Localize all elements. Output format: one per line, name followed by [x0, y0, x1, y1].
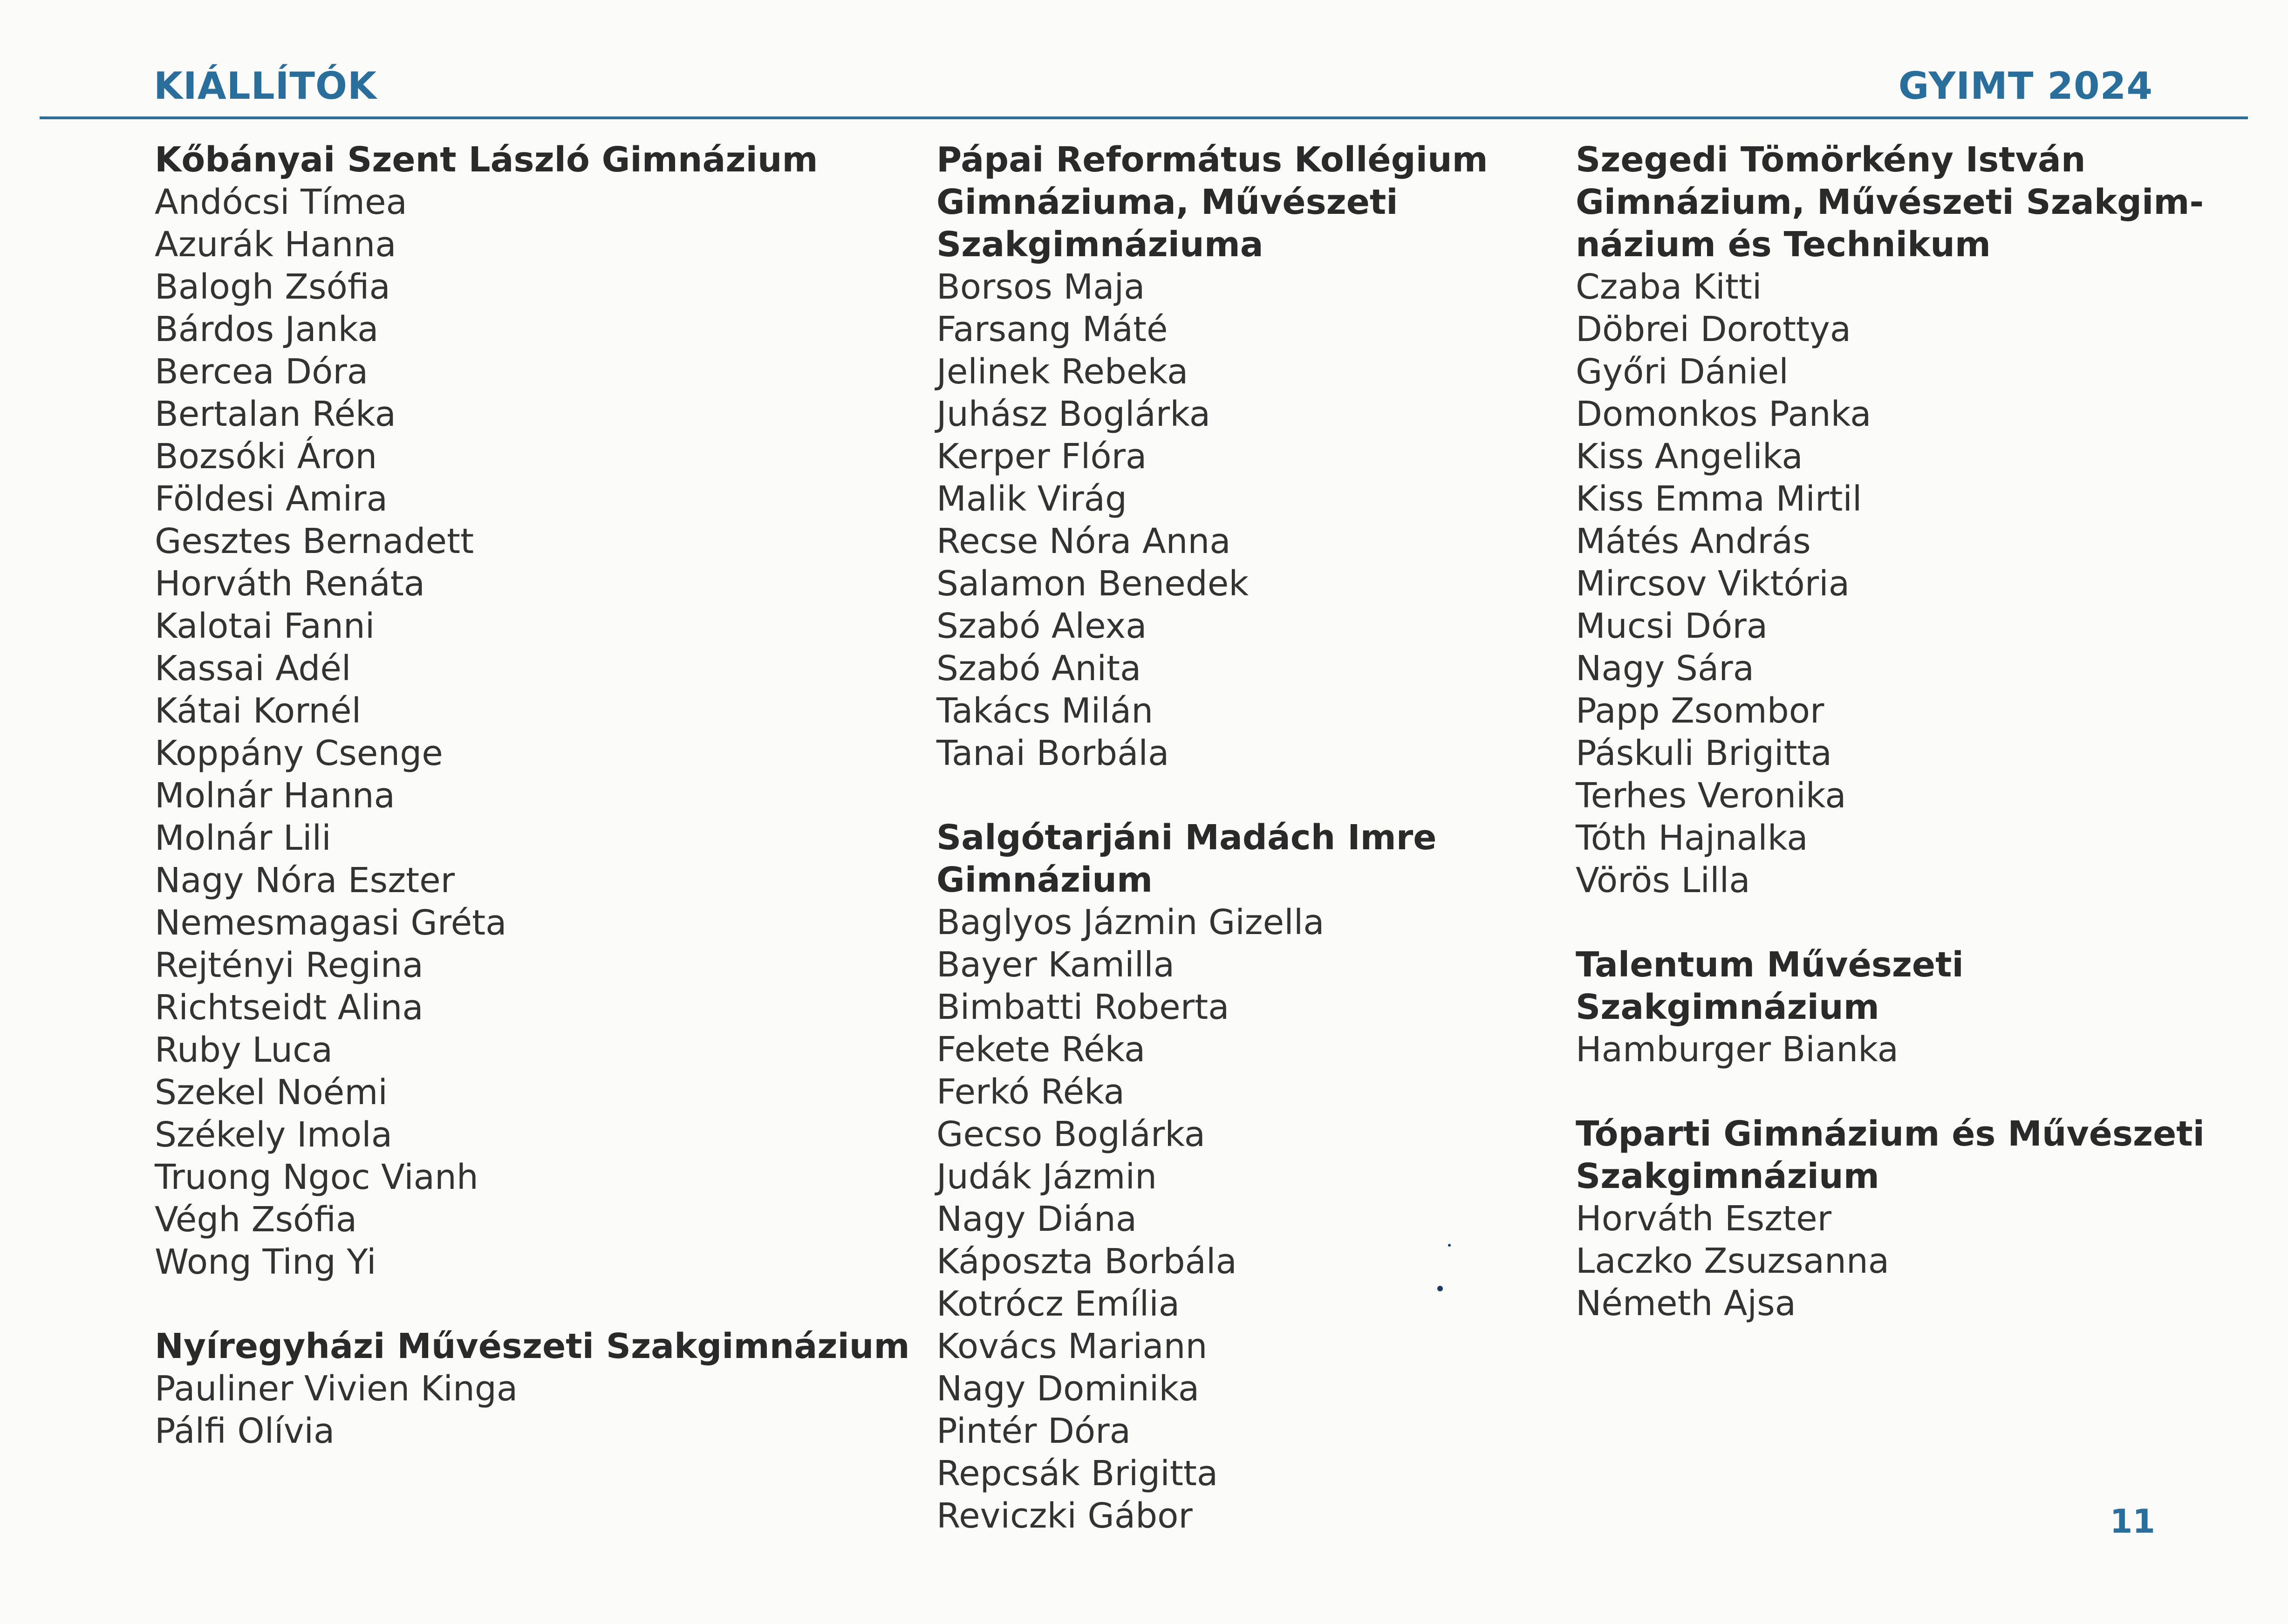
student-name: Kalotai Fanni — [155, 606, 375, 646]
student-name: Juhász Boglárka — [936, 394, 1211, 434]
school-block — [155, 1325, 910, 1453]
student-name: Tanai Borbála — [936, 733, 1169, 773]
student-name: Gecso Boglárka — [936, 1114, 1206, 1154]
student-name: Czaba Kitti — [1576, 267, 1762, 307]
student-name: Laczko Zsuzsanna — [1576, 1241, 1890, 1281]
section-title: KIÁLLÍTÓK — [154, 64, 377, 108]
student-name: Nagy Dominika — [936, 1369, 1200, 1409]
school-name-line: Szakgimnázium — [1576, 987, 1879, 1027]
student-name: Judák Jázmin — [936, 1157, 1157, 1197]
school-name-line: Szakgimnázium — [1576, 1156, 1879, 1196]
student-name: Kiss Angelika — [1576, 437, 1803, 477]
school-block — [936, 139, 1589, 775]
school-name-line: Szakgimnáziuma — [936, 225, 1264, 265]
student-name: Székely Imola — [155, 1115, 393, 1155]
school-block — [936, 817, 1589, 1537]
student-list — [1576, 1029, 2228, 1071]
school-name-line: Nyíregyházi Művészeti Szakgimnázium — [155, 1326, 910, 1366]
student-name: Vörös Lilla — [1576, 860, 1750, 901]
school-name-line: Pápai Református Kollégium — [936, 140, 1488, 180]
school-block — [1576, 1113, 2228, 1325]
student-name: Kassai Adél — [155, 648, 351, 689]
student-name: Malik Virág — [936, 479, 1127, 519]
school-name-line: Salgótarjáni Madách Imre — [936, 818, 1437, 858]
student-list — [1576, 1198, 2228, 1325]
student-name: Páskuli Brigitta — [1576, 733, 1832, 773]
student-name: Rejtényi Regina — [155, 945, 423, 985]
student-name: Bayer Kamilla — [936, 945, 1175, 985]
student-name: Ruby Luca — [155, 1030, 333, 1070]
student-name: Nagy Diána — [936, 1199, 1137, 1239]
student-name: Földesi Amira — [155, 479, 388, 519]
student-name: Repcsák Brigitta — [936, 1453, 1218, 1494]
page-number: 11 — [2110, 1502, 2155, 1541]
student-name: Farsang Máté — [936, 309, 1168, 349]
school-block — [1576, 139, 2228, 902]
student-name: Terhes Veronika — [1576, 776, 1846, 816]
student-list — [936, 901, 1589, 1537]
scan-speck — [1437, 1286, 1443, 1291]
student-name: Recse Nóra Anna — [936, 521, 1231, 561]
student-name: Győri Dániel — [1576, 352, 1789, 392]
student-name: Nagy Sára — [1576, 648, 1755, 689]
student-name: Borsos Maja — [936, 267, 1145, 307]
column-1 — [155, 139, 910, 1494]
student-name: Jelinek Rebeka — [936, 352, 1188, 392]
school-name-line: Talentum Művészeti — [1576, 945, 1964, 985]
student-name: Káposzta Borbála — [936, 1242, 1237, 1282]
student-name: Szabó Alexa — [936, 606, 1147, 646]
student-name: Szabó Anita — [936, 648, 1141, 689]
scan-speck — [1448, 1244, 1451, 1247]
student-name: Kovács Mariann — [936, 1326, 1208, 1366]
column-3 — [1576, 139, 2228, 1367]
student-name: Hamburger Bianka — [1576, 1030, 1899, 1070]
student-name: Végh Zsófia — [155, 1200, 357, 1240]
student-name: Kátai Kornél — [155, 691, 362, 731]
school-block — [1576, 944, 2228, 1071]
student-name: Richtseidt Alina — [155, 988, 423, 1028]
event-title: GYIMT 2024 — [1898, 64, 2153, 108]
student-name: Döbrei Dorottya — [1576, 309, 1851, 349]
student-list — [155, 1368, 807, 1453]
school-name-line: Gimnáziuma, Művészeti — [936, 182, 1398, 222]
student-name: Molnár Lili — [155, 818, 331, 858]
student-name: Papp Zsombor — [1576, 691, 1824, 731]
student-name: Bozsóki Áron — [155, 437, 377, 477]
school-name-line: Gimnázium, Művészeti Szakgim- — [1576, 182, 2204, 222]
student-list — [155, 181, 807, 1283]
student-list — [936, 266, 1589, 775]
student-name: Andócsi Tímea — [155, 182, 407, 222]
student-name: Gesztes Bernadett — [155, 521, 474, 561]
student-name: Bimbatti Roberta — [936, 987, 1229, 1027]
student-name: Kiss Emma Mirtil — [1576, 479, 1862, 519]
column-2 — [936, 139, 1589, 1579]
student-name: Nagy Nóra Eszter — [155, 860, 455, 901]
student-name: Nemesmagasi Gréta — [155, 903, 507, 943]
student-list — [1576, 266, 2228, 902]
student-name: Tóth Hajnalka — [1576, 818, 1808, 858]
student-name: Kotrócz Emília — [936, 1284, 1180, 1324]
school-name-line: Kőbányai Szent László Gimnázium — [155, 140, 818, 180]
page-header — [0, 0, 2288, 121]
student-name: Pintér Dóra — [936, 1411, 1131, 1451]
student-name: Pálfi Olívia — [155, 1411, 335, 1451]
student-name: Truong Ngoc Vianh — [155, 1157, 478, 1197]
school-name-line: Tóparti Gimnázium és Művészeti — [1576, 1114, 2205, 1154]
student-name: Bárdos Janka — [155, 309, 379, 349]
student-name: Molnár Hanna — [155, 776, 396, 816]
student-name: Koppány Csenge — [155, 733, 443, 773]
student-name: Bertalan Réka — [155, 394, 396, 434]
student-name: Wong Ting Yi — [155, 1242, 376, 1282]
student-name: Pauliner Vivien Kinga — [155, 1369, 518, 1409]
student-name: Fekete Réka — [936, 1030, 1146, 1070]
school-name-line: Szegedi Tömörkény István — [1576, 140, 2086, 180]
school-block — [155, 139, 818, 1283]
student-name: Mucsi Dóra — [1576, 606, 1768, 646]
header-divider — [40, 116, 2248, 119]
student-name: Mircsov Viktória — [1576, 564, 1850, 604]
student-name: Németh Ajsa — [1576, 1283, 1796, 1324]
student-name: Takács Milán — [936, 691, 1154, 731]
student-name: Szekel Noémi — [155, 1072, 388, 1112]
student-name: Baglyos Jázmin Gizella — [936, 902, 1325, 942]
student-name: Ferkó Réka — [936, 1072, 1125, 1112]
student-name: Azurák Hanna — [155, 225, 396, 265]
school-name-line: Gimnázium — [936, 860, 1153, 900]
student-name: Mátés András — [1576, 521, 1811, 561]
student-name: Reviczki Gábor — [936, 1496, 1193, 1536]
student-name: Bercea Dóra — [155, 352, 369, 392]
student-name: Salamon Benedek — [936, 564, 1249, 604]
student-name: Horváth Renáta — [155, 564, 425, 604]
student-name: Horváth Eszter — [1576, 1199, 1832, 1239]
student-name: Domonkos Panka — [1576, 394, 1871, 434]
school-name-line: názium és Technikum — [1576, 225, 1991, 265]
student-name: Balogh Zsófia — [155, 267, 390, 307]
student-name: Kerper Flóra — [936, 437, 1147, 477]
